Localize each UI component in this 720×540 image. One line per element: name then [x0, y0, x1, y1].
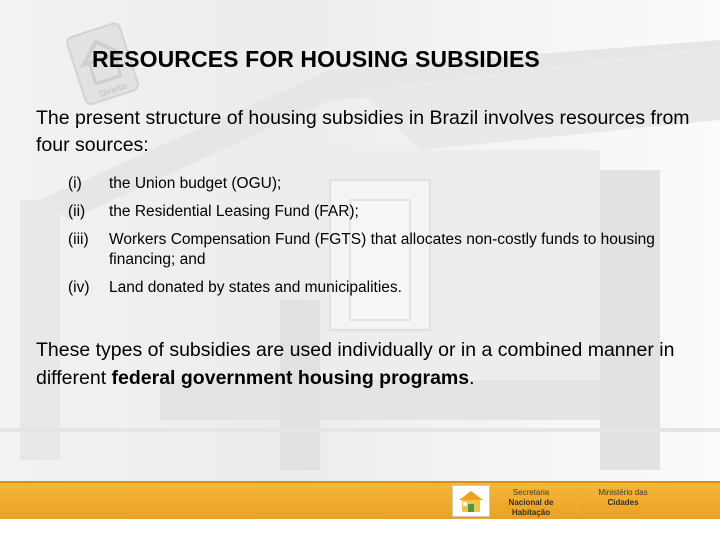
list-item-number: (ii): [68, 203, 86, 220]
footer-secretaria: [494, 488, 568, 518]
list-item-number: (iv): [68, 279, 90, 296]
conclusion-emphasis: federal government housing programs: [111, 367, 470, 389]
list-item-number: (i): [68, 175, 82, 192]
list-item: [68, 230, 678, 270]
list-item-text: Land donated by states and municipalities.: [109, 279, 402, 296]
footer-ministerio-line1: Ministério das: [598, 488, 648, 497]
conclusion-paragraph: [36, 336, 696, 392]
list-item-number: (iii): [68, 231, 89, 248]
footer-secretaria-line1: Secretaria: [512, 488, 550, 497]
footer-divider: [577, 487, 578, 513]
conclusion-text: These types of subsidies are used individually or in a combined manner in different: [36, 339, 675, 389]
footer-logo: [452, 485, 490, 517]
watermark-logo-text: Direito: [97, 80, 129, 100]
list-item: [68, 278, 678, 298]
list-item: [68, 174, 678, 194]
bottom-margin: [0, 519, 720, 540]
intro-paragraph: The present structure of housing subsidies in Brazil involves resources from four sources:: [36, 107, 690, 156]
footer-secretaria-line2: Nacional de Habitação: [508, 498, 554, 517]
footer-ministerio-line2: Cidades: [607, 498, 639, 507]
slide-title: RESOURCES FOR HOUSING SUBSIDIES: [92, 46, 540, 72]
list-item: [68, 202, 678, 222]
list-item-text: the Residential Leasing Fund (FAR);: [109, 203, 359, 220]
house-icon: [453, 486, 489, 516]
footer-ministerio: [586, 488, 660, 508]
list-item-text: Workers Compensation Fund (FGTS) that allocates non-costly funds to housing financing; and: [109, 231, 655, 268]
sources-list: [68, 174, 678, 306]
conclusion-end: .: [469, 367, 475, 389]
list-item-text: the Union budget (OGU);: [109, 175, 282, 192]
